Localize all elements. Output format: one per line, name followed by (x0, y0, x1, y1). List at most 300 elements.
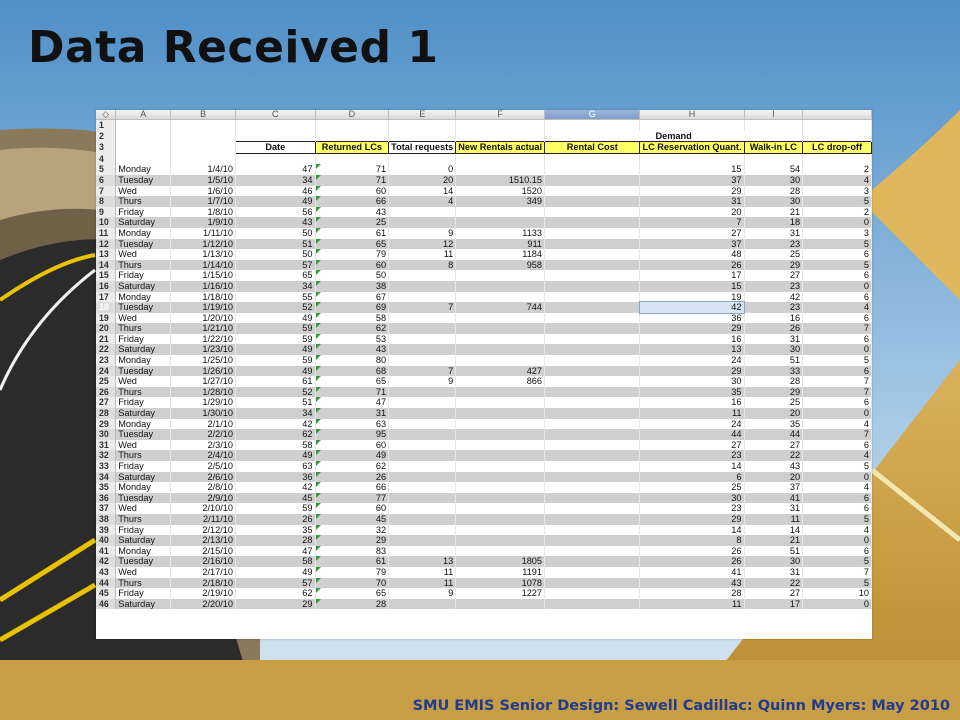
cell-drop-off[interactable]: 6 (803, 546, 872, 557)
row-number[interactable]: 42 (96, 556, 116, 567)
row-number[interactable]: 20 (96, 323, 116, 334)
cell-new-rentals[interactable]: 0 (389, 164, 456, 175)
row-number[interactable]: 16 (96, 281, 116, 292)
cell-date[interactable]: 2/10/10 (171, 503, 236, 514)
cell[interactable] (545, 408, 640, 419)
cell-rental-cost[interactable] (456, 323, 545, 334)
cell-date[interactable]: 2/3/10 (171, 440, 236, 451)
cell-date[interactable]: 2/4/10 (171, 450, 236, 461)
demand-group-header[interactable]: Demand (545, 131, 803, 142)
row-number[interactable]: 18 (96, 302, 116, 313)
row-number[interactable]: 33 (96, 461, 116, 472)
cell-date[interactable]: 1/26/10 (171, 366, 236, 377)
cell-date[interactable]: 1/29/10 (171, 397, 236, 408)
cell-date[interactable]: 1/6/10 (171, 186, 236, 197)
row-number[interactable]: 35 (96, 482, 116, 493)
cell-rental-cost[interactable] (456, 408, 545, 419)
column-header[interactable]: C (236, 110, 316, 120)
cell-walk-in[interactable]: 31 (744, 503, 803, 514)
cell-lc-reservation[interactable]: 24 (640, 419, 744, 430)
cell[interactable] (545, 217, 640, 228)
cell[interactable] (545, 292, 640, 303)
cell-date[interactable]: 2/15/10 (171, 546, 236, 557)
cell-returned-lcs[interactable]: 51 (236, 397, 316, 408)
cell[interactable] (171, 153, 236, 164)
cell-date[interactable]: 2/20/10 (171, 599, 236, 610)
cell-rental-cost[interactable]: 958 (456, 260, 545, 271)
cell[interactable] (545, 186, 640, 197)
cell-total-requests[interactable]: 71 (315, 164, 389, 175)
cell-drop-off[interactable]: 0 (803, 408, 872, 419)
cell-new-rentals[interactable]: 7 (389, 366, 456, 377)
cell-returned-lcs[interactable]: 43 (236, 217, 316, 228)
row-number[interactable]: 25 (96, 376, 116, 387)
cell[interactable] (545, 450, 640, 461)
cell-lc-reservation[interactable]: 35 (640, 387, 744, 398)
cell-returned-lcs[interactable]: 61 (236, 376, 316, 387)
cell-date[interactable]: 1/28/10 (171, 387, 236, 398)
cell-walk-in[interactable]: 22 (744, 450, 803, 461)
cell[interactable] (545, 302, 640, 313)
cell-date[interactable]: 2/16/10 (171, 556, 236, 567)
row-number[interactable]: 15 (96, 270, 116, 281)
cell-total-requests[interactable]: 66 (315, 196, 389, 207)
cell-walk-in[interactable]: 35 (744, 419, 803, 430)
cell-drop-off[interactable]: 0 (803, 344, 872, 355)
cell-walk-in[interactable]: 37 (744, 482, 803, 493)
cell[interactable] (545, 355, 640, 366)
cell-date[interactable]: 2/12/10 (171, 525, 236, 536)
cell[interactable] (545, 366, 640, 377)
cell-new-rentals[interactable]: 9 (389, 228, 456, 239)
cell-date[interactable]: 2/19/10 (171, 588, 236, 599)
cell-returned-lcs[interactable]: 55 (236, 292, 316, 303)
cell-rental-cost[interactable]: 1191 (456, 567, 545, 578)
column-header[interactable]: I (744, 110, 803, 120)
cell-drop-off[interactable]: 5 (803, 514, 872, 525)
cell-total-requests[interactable]: 43 (315, 207, 389, 218)
cell-lc-reservation[interactable]: 6 (640, 472, 744, 483)
header-total-requests[interactable]: Total requests (389, 142, 456, 154)
cell-walk-in[interactable]: 51 (744, 546, 803, 557)
cell-day[interactable]: Saturday (116, 344, 171, 355)
cell-walk-in[interactable]: 27 (744, 270, 803, 281)
cell-total-requests[interactable]: 32 (315, 525, 389, 536)
cell-rental-cost[interactable] (456, 472, 545, 483)
cell-new-rentals[interactable] (389, 270, 456, 281)
cell-new-rentals[interactable]: 8 (389, 260, 456, 271)
cell-rental-cost[interactable] (456, 397, 545, 408)
cell-lc-reservation[interactable]: 17 (640, 270, 744, 281)
cell-lc-reservation[interactable]: 41 (640, 567, 744, 578)
cell-drop-off[interactable]: 6 (803, 493, 872, 504)
cell-new-rentals[interactable] (389, 419, 456, 430)
cell[interactable] (116, 120, 171, 131)
cell-walk-in[interactable]: 23 (744, 239, 803, 250)
cell-lc-reservation[interactable]: 37 (640, 239, 744, 250)
cell-returned-lcs[interactable]: 52 (236, 387, 316, 398)
cell-walk-in[interactable]: 30 (744, 344, 803, 355)
cell-total-requests[interactable]: 26 (315, 472, 389, 483)
cell-date[interactable]: 1/14/10 (171, 260, 236, 271)
cell-rental-cost[interactable]: 1184 (456, 249, 545, 260)
cell-total-requests[interactable]: 62 (315, 323, 389, 334)
cell-lc-reservation[interactable]: 15 (640, 164, 744, 175)
cell-new-rentals[interactable] (389, 334, 456, 345)
cell-walk-in[interactable]: 44 (744, 429, 803, 440)
cell[interactable] (116, 153, 171, 164)
cell[interactable] (545, 503, 640, 514)
row-number[interactable]: 8 (96, 196, 116, 207)
cell[interactable] (545, 525, 640, 536)
cell-total-requests[interactable]: 70 (315, 578, 389, 589)
row-number[interactable]: 21 (96, 334, 116, 345)
cell-date[interactable]: 1/16/10 (171, 281, 236, 292)
cell-returned-lcs[interactable]: 65 (236, 270, 316, 281)
cell[interactable] (545, 260, 640, 271)
cell-new-rentals[interactable] (389, 281, 456, 292)
cell-drop-off[interactable]: 4 (803, 482, 872, 493)
cell-walk-in[interactable]: 43 (744, 461, 803, 472)
cell-total-requests[interactable]: 25 (315, 217, 389, 228)
cell-rental-cost[interactable] (456, 482, 545, 493)
cell-drop-off[interactable]: 5 (803, 556, 872, 567)
cell-total-requests[interactable]: 63 (315, 419, 389, 430)
cell[interactable] (545, 313, 640, 324)
cell-lc-reservation[interactable]: 23 (640, 503, 744, 514)
cell-new-rentals[interactable] (389, 355, 456, 366)
cell-date[interactable]: 1/21/10 (171, 323, 236, 334)
row-number[interactable]: 44 (96, 578, 116, 589)
cell[interactable] (456, 131, 545, 142)
cell-date[interactable]: 1/27/10 (171, 376, 236, 387)
cell-date[interactable]: 1/20/10 (171, 313, 236, 324)
row-number[interactable]: 4 (96, 153, 116, 164)
cell-new-rentals[interactable] (389, 313, 456, 324)
cell-lc-reservation[interactable]: 29 (640, 186, 744, 197)
cell-rental-cost[interactable]: 911 (456, 239, 545, 250)
cell-walk-in[interactable]: 11 (744, 514, 803, 525)
cell[interactable] (545, 120, 640, 131)
row-number[interactable]: 13 (96, 249, 116, 260)
cell[interactable] (456, 153, 545, 164)
cell-drop-off[interactable]: 6 (803, 270, 872, 281)
cell-drop-off[interactable]: 6 (803, 366, 872, 377)
cell-new-rentals[interactable]: 9 (389, 588, 456, 599)
cell-returned-lcs[interactable]: 34 (236, 281, 316, 292)
cell-new-rentals[interactable]: 4 (389, 196, 456, 207)
cell-new-rentals[interactable] (389, 292, 456, 303)
cell-lc-reservation[interactable]: 44 (640, 429, 744, 440)
cell-new-rentals[interactable]: 7 (389, 302, 456, 313)
cell-walk-in[interactable]: 30 (744, 196, 803, 207)
cell-returned-lcs[interactable]: 42 (236, 482, 316, 493)
cell-lc-reservation[interactable]: 26 (640, 260, 744, 271)
cell[interactable] (236, 131, 316, 142)
cell-walk-in[interactable]: 22 (744, 578, 803, 589)
cell-total-requests[interactable]: 95 (315, 429, 389, 440)
cell-date[interactable]: 2/6/10 (171, 472, 236, 483)
cell-new-rentals[interactable] (389, 387, 456, 398)
cell-drop-off[interactable]: 0 (803, 472, 872, 483)
row-number[interactable]: 23 (96, 355, 116, 366)
cell-lc-reservation[interactable]: 31 (640, 196, 744, 207)
cell-new-rentals[interactable] (389, 525, 456, 536)
cell-total-requests[interactable]: 45 (315, 514, 389, 525)
cell-new-rentals[interactable] (389, 217, 456, 228)
cell-day[interactable]: Friday (116, 270, 171, 281)
cell-rental-cost[interactable] (456, 355, 545, 366)
row-number[interactable]: 3 (96, 142, 116, 154)
cell-rental-cost[interactable] (456, 461, 545, 472)
column-header[interactable]: F (456, 110, 545, 120)
cell-drop-off[interactable]: 3 (803, 228, 872, 239)
cell-rental-cost[interactable] (456, 419, 545, 430)
cell-walk-in[interactable]: 14 (744, 525, 803, 536)
cell-date[interactable]: 2/1/10 (171, 419, 236, 430)
cell[interactable] (545, 419, 640, 430)
cell-day[interactable]: Tuesday (116, 429, 171, 440)
row-number[interactable]: 36 (96, 493, 116, 504)
cell-total-requests[interactable]: 43 (315, 344, 389, 355)
row-number[interactable]: 2 (96, 131, 116, 142)
cell-new-rentals[interactable]: 9 (389, 376, 456, 387)
cell[interactable] (389, 131, 456, 142)
cell-drop-off[interactable]: 5 (803, 196, 872, 207)
cell-rental-cost[interactable]: 349 (456, 196, 545, 207)
cell-returned-lcs[interactable]: 63 (236, 461, 316, 472)
cell-total-requests[interactable]: 53 (315, 334, 389, 345)
cell[interactable] (315, 153, 389, 164)
cell-rental-cost[interactable]: 1510.15 (456, 175, 545, 186)
cell-rental-cost[interactable]: 1133 (456, 228, 545, 239)
cell-date[interactable]: 2/5/10 (171, 461, 236, 472)
row-number[interactable]: 9 (96, 207, 116, 218)
cell-walk-in[interactable]: 26 (744, 323, 803, 334)
cell-rental-cost[interactable]: 1520 (456, 186, 545, 197)
cell-lc-reservation[interactable]: 26 (640, 556, 744, 567)
cell-rental-cost[interactable] (456, 313, 545, 324)
column-header[interactable]: H (640, 110, 744, 120)
cell-new-rentals[interactable]: 14 (389, 186, 456, 197)
cell-rental-cost[interactable] (456, 493, 545, 504)
cell-returned-lcs[interactable]: 59 (236, 334, 316, 345)
cell-returned-lcs[interactable]: 59 (236, 355, 316, 366)
cell-rental-cost[interactable] (456, 599, 545, 610)
cell-day[interactable]: Monday (116, 355, 171, 366)
cell-day[interactable]: Saturday (116, 217, 171, 228)
cell[interactable] (545, 175, 640, 186)
row-number[interactable]: 24 (96, 366, 116, 377)
cell-returned-lcs[interactable]: 46 (236, 186, 316, 197)
cell[interactable] (545, 196, 640, 207)
cell-returned-lcs[interactable]: 49 (236, 344, 316, 355)
cell[interactable] (545, 344, 640, 355)
cell-date[interactable]: 1/23/10 (171, 344, 236, 355)
cell-total-requests[interactable]: 60 (315, 503, 389, 514)
cell-new-rentals[interactable] (389, 450, 456, 461)
row-number[interactable]: 17 (96, 292, 116, 303)
cell-rental-cost[interactable] (456, 207, 545, 218)
cell-total-requests[interactable]: 58 (315, 313, 389, 324)
cell-day[interactable]: Monday (116, 419, 171, 430)
cell-lc-reservation[interactable]: 27 (640, 440, 744, 451)
cell-walk-in[interactable]: 23 (744, 281, 803, 292)
cell-drop-off[interactable]: 6 (803, 440, 872, 451)
cell-lc-reservation[interactable]: 14 (640, 525, 744, 536)
cell-walk-in[interactable]: 41 (744, 493, 803, 504)
cell-new-rentals[interactable] (389, 546, 456, 557)
cell[interactable] (545, 440, 640, 451)
cell-walk-in[interactable]: 30 (744, 175, 803, 186)
column-header[interactable]: A (116, 110, 171, 120)
cell[interactable] (389, 120, 456, 131)
header-lc-reservation[interactable]: LC Reservation Quant. (640, 142, 744, 154)
cell-returned-lcs[interactable]: 59 (236, 503, 316, 514)
cell-lc-reservation[interactable]: 11 (640, 599, 744, 610)
cell-lc-reservation[interactable]: 14 (640, 461, 744, 472)
row-number[interactable]: 11 (96, 228, 116, 239)
cell-rental-cost[interactable]: 866 (456, 376, 545, 387)
cell-date[interactable]: 1/30/10 (171, 408, 236, 419)
cell-returned-lcs[interactable]: 49 (236, 450, 316, 461)
cell-drop-off[interactable]: 7 (803, 387, 872, 398)
cell-day[interactable]: Wed (116, 186, 171, 197)
cell-day[interactable]: Friday (116, 397, 171, 408)
cell-day[interactable]: Thurs (116, 450, 171, 461)
cell-new-rentals[interactable] (389, 482, 456, 493)
cell-lc-reservation[interactable]: 25 (640, 482, 744, 493)
row-number[interactable]: 40 (96, 535, 116, 546)
cell-total-requests[interactable]: 61 (315, 556, 389, 567)
cell-day[interactable]: Monday (116, 292, 171, 303)
cell-total-requests[interactable]: 68 (315, 366, 389, 377)
cell-drop-off[interactable]: 4 (803, 450, 872, 461)
cell-date[interactable]: 1/19/10 (171, 302, 236, 313)
cell-returned-lcs[interactable]: 56 (236, 207, 316, 218)
cell-day[interactable]: Monday (116, 546, 171, 557)
cell-drop-off[interactable]: 4 (803, 525, 872, 536)
row-number[interactable]: 41 (96, 546, 116, 557)
header-rental-cost[interactable]: Rental Cost (545, 142, 640, 154)
cell-total-requests[interactable]: 62 (315, 461, 389, 472)
cell[interactable] (803, 153, 872, 164)
cell-total-requests[interactable]: 50 (315, 270, 389, 281)
select-all-corner-icon[interactable]: ◇ (96, 110, 116, 120)
cell-walk-in[interactable]: 21 (744, 207, 803, 218)
cell-rental-cost[interactable] (456, 164, 545, 175)
cell-date[interactable]: 1/8/10 (171, 207, 236, 218)
cell-date[interactable]: 1/13/10 (171, 249, 236, 260)
cell-drop-off[interactable]: 6 (803, 249, 872, 260)
row-number[interactable]: 6 (96, 175, 116, 186)
cell-drop-off[interactable]: 5 (803, 578, 872, 589)
cell-day[interactable]: Wed (116, 503, 171, 514)
cell-lc-reservation[interactable]: 30 (640, 493, 744, 504)
cell-lc-reservation[interactable]: 37 (640, 175, 744, 186)
row-number[interactable]: 45 (96, 588, 116, 599)
cell-lc-reservation[interactable]: 42 (640, 302, 744, 313)
cell-total-requests[interactable]: 69 (315, 302, 389, 313)
cell-drop-off[interactable]: 0 (803, 535, 872, 546)
cell-rental-cost[interactable]: 1078 (456, 578, 545, 589)
cell-rental-cost[interactable] (456, 292, 545, 303)
cell-date[interactable]: 1/15/10 (171, 270, 236, 281)
cell-day[interactable]: Monday (116, 482, 171, 493)
column-header[interactable]: E (389, 110, 456, 120)
cell-walk-in[interactable]: 18 (744, 217, 803, 228)
cell-rental-cost[interactable] (456, 546, 545, 557)
row-number[interactable]: 1 (96, 120, 116, 131)
cell-date[interactable]: 2/11/10 (171, 514, 236, 525)
cell-rental-cost[interactable]: 744 (456, 302, 545, 313)
cell-lc-reservation[interactable]: 7 (640, 217, 744, 228)
row-number[interactable]: 30 (96, 429, 116, 440)
cell-lc-reservation[interactable]: 13 (640, 344, 744, 355)
cell[interactable] (545, 397, 640, 408)
cell-returned-lcs[interactable]: 42 (236, 419, 316, 430)
cell-day[interactable]: Tuesday (116, 175, 171, 186)
row-number[interactable]: 27 (96, 397, 116, 408)
row-number[interactable]: 10 (96, 217, 116, 228)
cell-date[interactable]: 1/9/10 (171, 217, 236, 228)
cell-drop-off[interactable]: 4 (803, 175, 872, 186)
cell-day[interactable]: Saturday (116, 535, 171, 546)
cell-rental-cost[interactable] (456, 270, 545, 281)
cell-drop-off[interactable]: 5 (803, 260, 872, 271)
cell-new-rentals[interactable]: 11 (389, 567, 456, 578)
cell-date[interactable]: 2/13/10 (171, 535, 236, 546)
cell-day[interactable]: Friday (116, 461, 171, 472)
cell-day[interactable]: Monday (116, 228, 171, 239)
column-header[interactable]: D (315, 110, 389, 120)
cell-new-rentals[interactable] (389, 461, 456, 472)
cell-drop-off[interactable]: 7 (803, 376, 872, 387)
cell[interactable] (236, 120, 316, 131)
cell-new-rentals[interactable]: 11 (389, 578, 456, 589)
row-number[interactable]: 26 (96, 387, 116, 398)
cell-walk-in[interactable]: 28 (744, 186, 803, 197)
cell-day[interactable]: Saturday (116, 599, 171, 610)
cell[interactable] (803, 120, 872, 131)
cell-drop-off[interactable]: 2 (803, 164, 872, 175)
cell[interactable] (545, 281, 640, 292)
cell-new-rentals[interactable] (389, 207, 456, 218)
cell[interactable] (545, 482, 640, 493)
row-number[interactable]: 7 (96, 186, 116, 197)
cell-new-rentals[interactable]: 12 (389, 239, 456, 250)
cell-lc-reservation[interactable]: 27 (640, 228, 744, 239)
row-number[interactable]: 12 (96, 239, 116, 250)
row-number[interactable]: 38 (96, 514, 116, 525)
cell-total-requests[interactable]: 65 (315, 239, 389, 250)
cell[interactable] (116, 142, 171, 154)
cell-total-requests[interactable]: 71 (315, 387, 389, 398)
cell-returned-lcs[interactable]: 52 (236, 302, 316, 313)
cell[interactable] (545, 429, 640, 440)
cell[interactable] (545, 599, 640, 610)
cell[interactable] (545, 153, 640, 164)
cell-drop-off[interactable]: 6 (803, 292, 872, 303)
cell-lc-reservation[interactable]: 19 (640, 292, 744, 303)
cell[interactable] (545, 588, 640, 599)
cell[interactable] (545, 556, 640, 567)
cell-lc-reservation[interactable]: 8 (640, 535, 744, 546)
cell-day[interactable]: Monday (116, 164, 171, 175)
cell-lc-reservation[interactable]: 16 (640, 334, 744, 345)
cell-returned-lcs[interactable]: 45 (236, 493, 316, 504)
cell-day[interactable]: Thurs (116, 578, 171, 589)
